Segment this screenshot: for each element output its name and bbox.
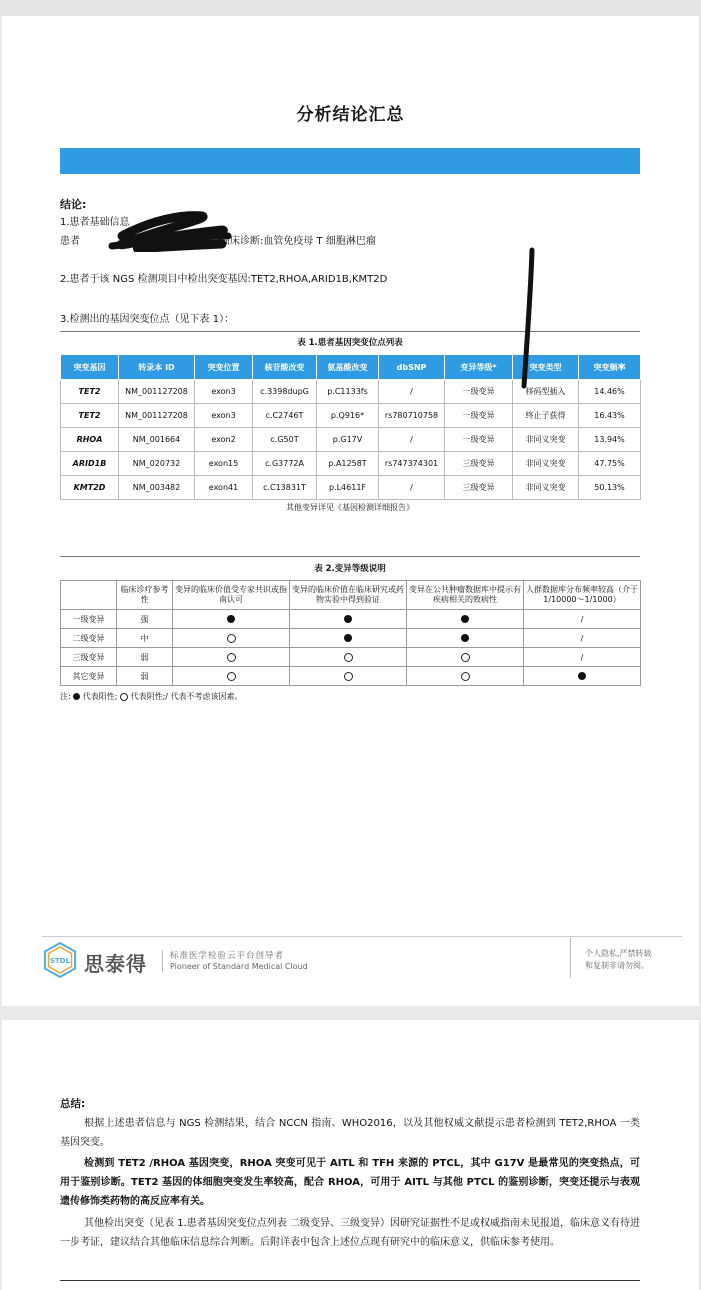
summary-paragraph-3: 其他检出突变（见表 1.患者基因突变位点列表 二级变异、三级变异）因研究证据性不足或权威指南未见报道，临床意义有待进一步考证，建议结合其他临床信息综合判断。后附详表中包含上述位点现有研究中的临床意义，供临床参考使用。 <box>60 1218 640 1248</box>
grade-reference-cell: 中 <box>117 629 173 648</box>
slogan-cn: 标准医学检验云平台创导者 <box>170 951 285 961</box>
cell-amino-acid: p.L4611F <box>317 476 379 500</box>
filled-dot-icon <box>73 693 80 700</box>
table2-caption: 表 2.变异等级说明 <box>314 564 386 574</box>
table-row <box>61 648 641 667</box>
brand-divider <box>162 950 163 972</box>
cell-frequency: 14.46% <box>579 380 641 404</box>
cell-dbsnp: / <box>379 476 445 500</box>
col-header-frequency: 突变频率 <box>579 355 641 380</box>
cell-nucleotide: c.G50T <box>253 428 317 452</box>
table2-top-rule <box>60 556 640 557</box>
summary-paragraph-1: 根据上述患者信息与 NGS 检测结果，结合 NCCN 指南、WHO2016，以及其他权威文献提示患者检测到 TET2,RHOA 一类基因突变。 <box>60 1118 640 1148</box>
redaction-scribble <box>82 206 232 252</box>
t2-header-database: 变异在公共肿瘤数据库中提示有疾病相关的致病性 <box>407 581 524 610</box>
conclusion-label: 结论: <box>60 198 87 211</box>
table-row <box>61 428 641 452</box>
summary-paragraph-2: 检测到 TET2 /RHOA 基因突变，RHOA 突变可见于 AITL 和 TFH 来源的 PTCL，其中 G17V 是最常见的突变热点，可用于鉴别诊断。TET2 基因的体细胞突变发生率较高，配合 RHOA，可用于 AITL 与其他 PTCL 的鉴别诊断，突变还提示与表观遗传修饰类药物的高反应率有关。 <box>60 1158 640 1207</box>
table-row <box>61 610 641 629</box>
hexagon-logo-icon <box>42 942 78 978</box>
cell-nucleotide: c.3398dupG <box>253 380 317 404</box>
footer-rule <box>42 936 682 937</box>
cell-amino-acid: p.Q916* <box>317 404 379 428</box>
grade-mark-cell <box>290 629 407 648</box>
grade-reference-cell: 弱 <box>117 667 173 686</box>
cell-type: 非同义突变 <box>513 476 579 500</box>
mutated-genes-line: 2.患者于该 NGS 检测项目中检出突变基因:TET2,RHOA,ARID1B,KMT2D <box>60 274 388 285</box>
cell-type: 终止子获得 <box>513 404 579 428</box>
grade-mark-cell <box>173 610 290 629</box>
col-header-gene: 突变基因 <box>61 355 119 380</box>
grade-mark-cell <box>173 667 290 686</box>
cell-position: exon2 <box>195 428 253 452</box>
grade-mark-cell: / <box>524 610 641 629</box>
privacy-line-1: 个人隐私,严禁转载 <box>585 949 652 958</box>
table-row <box>61 629 641 648</box>
cell-gene: TET2 <box>61 380 119 404</box>
footnote-positive: 代表阳性; <box>82 692 118 701</box>
cell-frequency: 13.94% <box>579 428 641 452</box>
cell-position: exon15 <box>195 452 253 476</box>
cell-frequency: 16.43% <box>579 404 641 428</box>
summary-title: 总结: <box>60 1098 86 1110</box>
cell-nucleotide: c.C2746T <box>253 404 317 428</box>
cell-gene: ARID1B <box>61 452 119 476</box>
cell-transcript: NM_003482 <box>119 476 195 500</box>
report-page-2 <box>2 1020 699 1290</box>
table1-note: 其他变异详见《基因检测详细报告》 <box>286 503 414 512</box>
footer-divider <box>570 938 571 978</box>
grade-reference-cell: 弱 <box>117 648 173 667</box>
grade-mark-cell <box>524 667 641 686</box>
table1-top-rule <box>60 331 640 332</box>
t2-header-reference: 临床诊疗参考性 <box>117 581 173 610</box>
cell-amino-acid: p.A1258T <box>317 452 379 476</box>
col-header-nucleotide: 核苷酸改变 <box>253 355 317 380</box>
t2-header-population: 人群数据库分布频率较高（介于 1/10000～1/1000） <box>524 581 641 610</box>
col-header-grade: 变异等级* <box>445 355 513 380</box>
legend-footnote <box>60 691 243 702</box>
table-row <box>61 404 641 428</box>
grade-level-cell: 一级变异 <box>61 610 117 629</box>
cell-position: exon41 <box>195 476 253 500</box>
cell-position: exon3 <box>195 380 253 404</box>
cell-transcript: NM_020732 <box>119 452 195 476</box>
grade-mark-cell <box>407 610 524 629</box>
table-row <box>61 476 641 500</box>
cell-dbsnp: / <box>379 428 445 452</box>
empty-dot-icon <box>227 634 236 643</box>
col-header-transcript: 转录本 ID <box>119 355 195 380</box>
grade-mark-cell <box>290 648 407 667</box>
cell-dbsnp: rs747374301 <box>379 452 445 476</box>
slogan-en: Pioneer of Standard Medical Cloud <box>170 962 308 971</box>
filled-dot-icon <box>344 615 352 623</box>
t2-header-blank <box>61 581 117 610</box>
grade-mark-cell <box>407 667 524 686</box>
grade-mark-cell: / <box>524 648 641 667</box>
cell-grade: 一级变异 <box>445 404 513 428</box>
table2-header-row <box>61 581 641 610</box>
grade-mark-cell <box>407 629 524 648</box>
cell-frequency: 47.75% <box>579 452 641 476</box>
filled-dot-icon <box>344 634 352 642</box>
empty-dot-icon <box>227 672 236 681</box>
grade-reference-cell: 强 <box>117 610 173 629</box>
mutation-table <box>60 354 641 500</box>
col-header-dbsnp: dbSNP <box>379 355 445 380</box>
filled-dot-icon <box>227 615 235 623</box>
empty-dot-icon <box>344 672 353 681</box>
grade-mark-cell <box>173 629 290 648</box>
page2-bottom-rule <box>60 1280 640 1281</box>
empty-dot-icon <box>461 653 470 662</box>
logo-text: STDL <box>49 957 71 965</box>
grade-mark-cell <box>173 648 290 667</box>
cell-nucleotide: c.G3772A <box>253 452 317 476</box>
filled-dot-icon <box>578 672 586 680</box>
cell-transcript: NM_001127208 <box>119 380 195 404</box>
cell-transcript: NM_001664 <box>119 428 195 452</box>
filled-dot-icon <box>461 634 469 642</box>
table-row <box>61 452 641 476</box>
patient-info-heading: 1.患者基础信息 <box>60 217 130 228</box>
cell-dbsnp: rs780710758 <box>379 404 445 428</box>
col-header-type: 突变类型 <box>513 355 579 380</box>
patient-info-start: 患者 <box>60 236 80 247</box>
grade-level-cell: 二级变异 <box>61 629 117 648</box>
mutation-sites-line: 3.检测出的基因突变位点（见下表 1）： <box>60 314 235 325</box>
title-banner <box>60 148 640 174</box>
empty-dot-icon <box>461 672 470 681</box>
footnote-negative: 代表阴性;/ 代表不考虑该因素。 <box>130 692 243 701</box>
cell-frequency: 50.13% <box>579 476 641 500</box>
cell-grade: 三级变异 <box>445 476 513 500</box>
grade-level-cell: 其它变异 <box>61 667 117 686</box>
cell-grade: 一级变异 <box>445 428 513 452</box>
empty-dot-icon <box>344 653 353 662</box>
cell-position: exon3 <box>195 404 253 428</box>
cell-type: 非同义突变 <box>513 428 579 452</box>
page-title: 分析结论汇总 <box>296 105 405 125</box>
privacy-line-2: 和复制非请勿阅。 <box>585 961 649 970</box>
t2-header-guideline: 变异的临床价值受专家共识或指南认可 <box>173 581 290 610</box>
col-header-amino-acid: 氨基酸改变 <box>317 355 379 380</box>
cell-amino-acid: p.C1133fs <box>317 380 379 404</box>
patient-info-end: 女。临床诊断:血管免疫母 T 细胞淋巴瘤 <box>200 236 376 247</box>
cell-dbsnp: / <box>379 380 445 404</box>
cell-gene: TET2 <box>61 404 119 428</box>
cell-grade: 三级变异 <box>445 452 513 476</box>
table1-header-row <box>61 355 641 380</box>
empty-dot-icon <box>227 653 236 662</box>
empty-dot-icon <box>120 693 128 701</box>
cell-grade: 一级变异 <box>445 380 513 404</box>
cell-transcript: NM_001127208 <box>119 404 195 428</box>
privacy-notice <box>585 948 652 972</box>
grade-mark-cell <box>290 610 407 629</box>
grade-mark-cell: / <box>524 629 641 648</box>
grade-mark-cell <box>290 667 407 686</box>
grade-level-cell: 三级变异 <box>61 648 117 667</box>
cell-type: 移码型插入 <box>513 380 579 404</box>
grade-table <box>60 580 641 686</box>
footnote-prefix: 注: <box>60 692 71 701</box>
cell-type: 非同义突变 <box>513 452 579 476</box>
top-strip <box>0 0 701 16</box>
table-row <box>61 380 641 404</box>
cell-gene: KMT2D <box>61 476 119 500</box>
table-row <box>61 667 641 686</box>
table1-caption: 表 1.患者基因突变位点列表 <box>297 338 403 348</box>
filled-dot-icon <box>461 615 469 623</box>
grade-mark-cell <box>407 648 524 667</box>
cell-gene: RHOA <box>61 428 119 452</box>
pen-mark <box>516 246 540 392</box>
cell-amino-acid: p.G17V <box>317 428 379 452</box>
t2-header-clinical-study: 变异的临床价值在临床研究或药物实验中得到验证 <box>290 581 407 610</box>
brand-name: 思泰得 <box>84 952 147 976</box>
cell-nucleotide: c.C13831T <box>253 476 317 500</box>
report-page-1 <box>2 16 699 1006</box>
col-header-position: 突变位置 <box>195 355 253 380</box>
